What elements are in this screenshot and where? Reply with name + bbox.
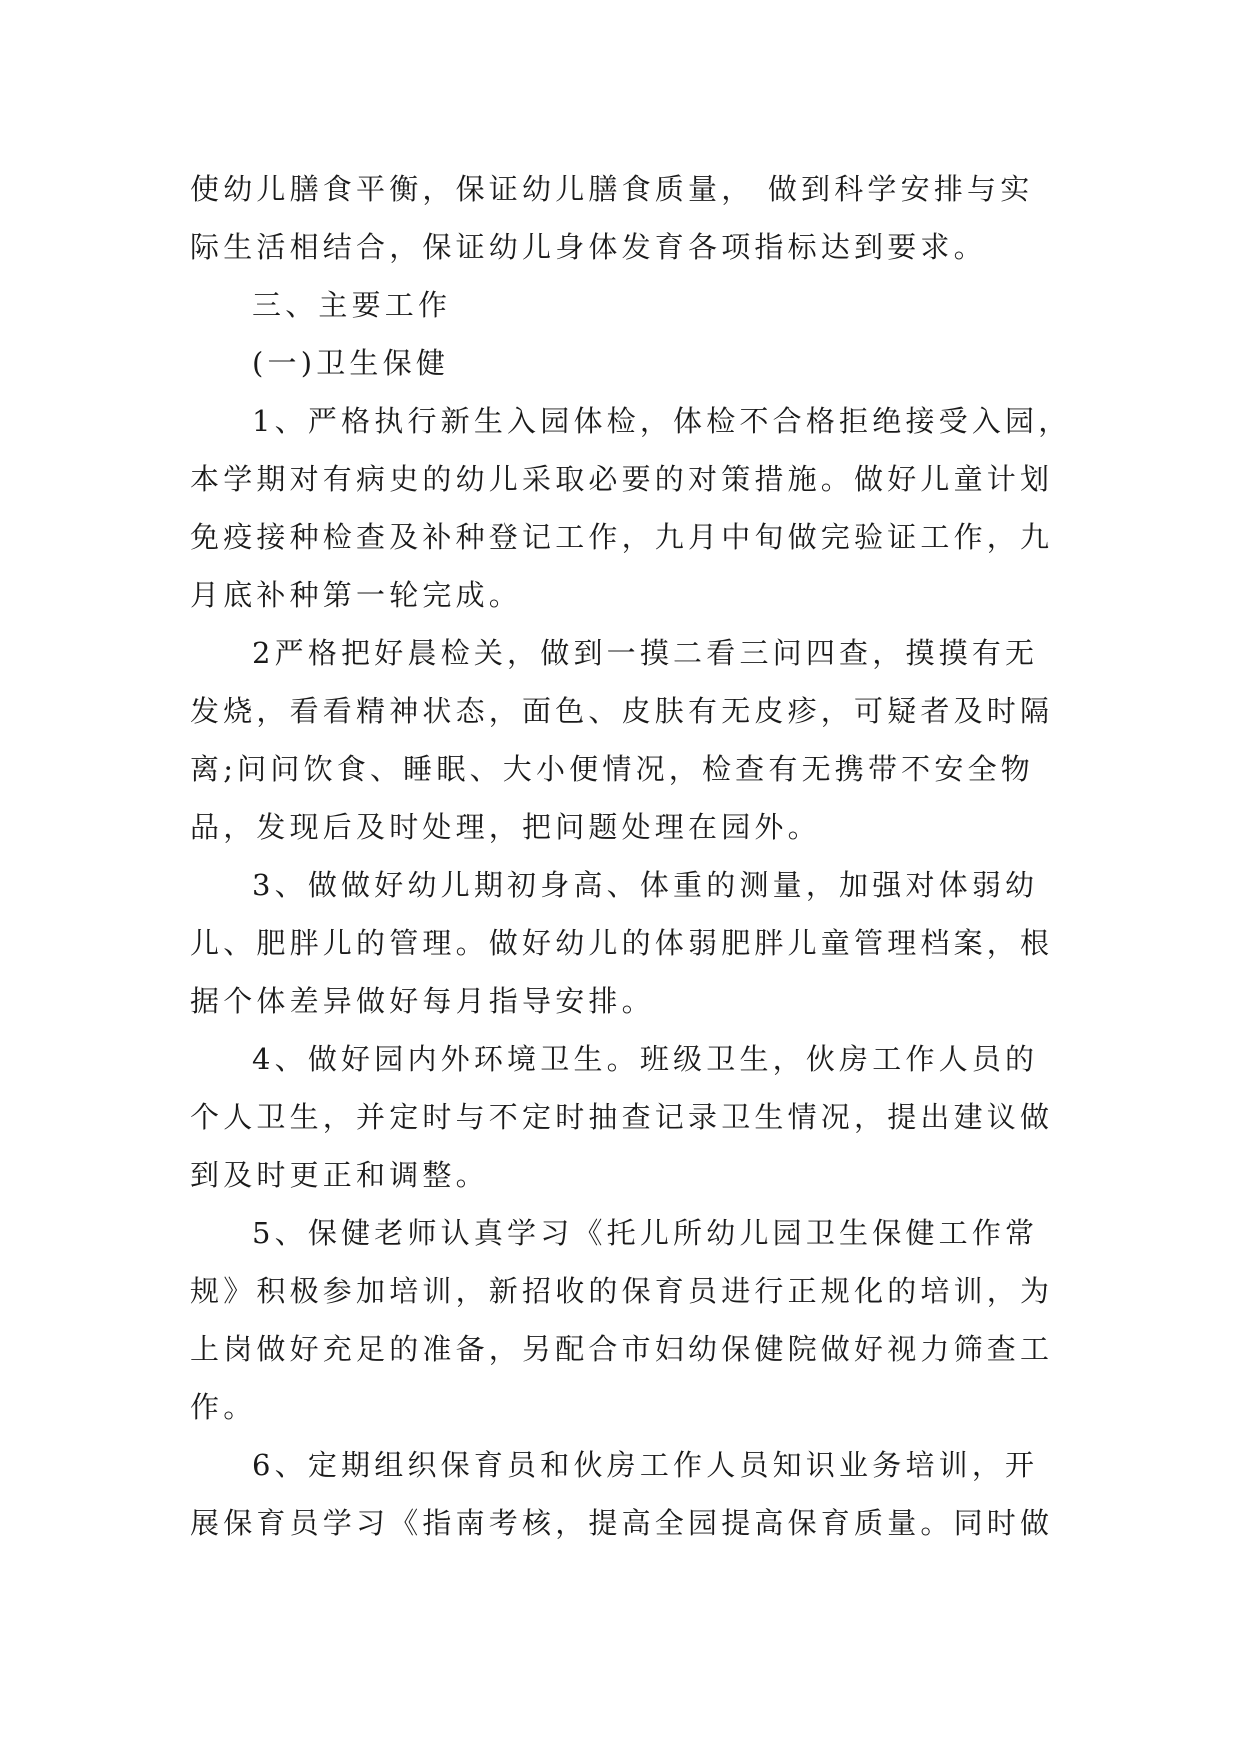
text-line: 5、保健老师认真学习《托儿所幼儿园卫生保健工作常 <box>252 1216 1039 1250</box>
text-line: 4、做好园内外环境卫生。班级卫生，伙房工作人员的 <box>252 1042 1039 1076</box>
text-line: 本学期对有病史的幼儿采取必要的对策措施。做好儿童计划 <box>190 462 1054 496</box>
text-line: 展保育员学习《指南考核，提高全园提高保育质量。同时做 <box>190 1506 1054 1540</box>
document-body <box>190 160 1072 1552</box>
text-line: 规》积极参加培训，新招收的保育员进行正规化的培训，为 <box>190 1274 1054 1308</box>
text-line: 儿、肥胖儿的管理。做好幼儿的体弱肥胖儿童管理档案，根 <box>190 926 1054 960</box>
text-line: 品，发现后及时处理，把问题处理在园外。 <box>190 810 821 844</box>
text-line: 6、定期组织保育员和伙房工作人员知识业务培训，开 <box>252 1448 1039 1482</box>
text-line: 1、严格执行新生入园体检，体检不合格拒绝接受入园， <box>252 404 1072 438</box>
text-line: 到及时更正和调整。 <box>190 1158 489 1192</box>
text-line: 据个体差异做好每月指导安排。 <box>190 984 655 1018</box>
text-line: 使幼儿膳食平衡，保证幼儿膳食质量， 做到科学安排与实 <box>190 172 1034 206</box>
text-line: 免疫接种检查及补种登记工作，九月中旬做完验证工作，九 <box>190 520 1054 554</box>
text-line: 际生活相结合，保证幼儿身体发育各项指标达到要求。 <box>190 230 987 264</box>
section-heading: 三、主要工作 <box>252 288 452 322</box>
text-line: 3、做做好幼儿期初身高、体重的测量，加强对体弱幼 <box>252 868 1039 902</box>
text-line: 2严格把好晨检关，做到一摸二看三问四查，摸摸有无 <box>252 636 1039 670</box>
text-line: 离;问问饮食、睡眠、大小便情况，检查有无携带不安全物 <box>190 752 1034 786</box>
text-line: 上岗做好充足的准备，另配合市妇幼保健院做好视力筛查工 <box>190 1332 1054 1366</box>
text-line: 个人卫生，并定时与不定时抽查记录卫生情况，提出建议做 <box>190 1100 1054 1134</box>
text-line: 作。 <box>190 1390 257 1424</box>
text-line: 月底补种第一轮完成。 <box>190 578 523 612</box>
subsection-heading: (一)卫生保健 <box>252 346 450 380</box>
text-line: 发烧，看看精神状态，面色、皮肤有无皮疹，可疑者及时隔 <box>190 694 1054 728</box>
